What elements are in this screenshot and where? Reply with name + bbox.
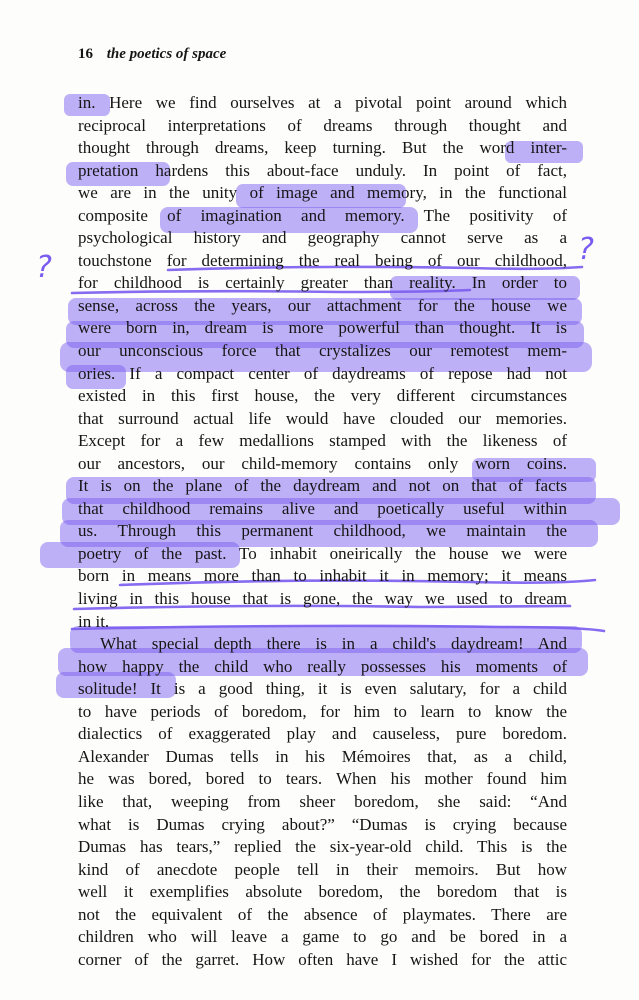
text-line: psychological history and geography cannot serve as a [78,228,567,248]
text-line: not the equivalent of the absence of playmates. There are [78,904,567,924]
text-line: poetry of the past. To inhabit oneirically the house we were [78,543,567,563]
margin-question-mark-left: ? [36,250,52,285]
text-line: we are in the unity of image and memory, in the functional [78,183,567,203]
text-line: in. Here we find ourselves at a pivotal point around which [78,93,567,112]
text-line: our ancestors, our child-memory contains only worn coins. [78,453,567,473]
text-line: us. Through this permanent childhood, we maintain the [78,521,567,541]
page-number: 16 [78,46,93,62]
text-line: were born in, dream is more powerful than thought. It is [78,318,567,338]
text-line: touchstone for determining the real being of our childhood, [78,250,567,270]
text-line: sense, across the years, our attachment for the house we [78,295,567,315]
text-line: our unconscious force that crystalizes our remotest mem- [78,341,567,361]
text-line: Dumas has tears,” replied the six-year-old child. This is the [78,837,567,857]
text-line: composite of imagination and memory. The positivity of [78,205,567,225]
text-line: dialectics of exaggerated play and causeless, pure boredom. [78,724,567,744]
text-line: corner of the garret. How often have I wished for the attic [78,949,567,969]
text-line: living in this house that is gone, the way we used to dream [78,589,567,609]
text-line: born in means more than to inhabit it in memory; it means [78,566,567,586]
text-line: reciprocal interpretations of dreams through thought and [78,115,567,135]
running-header [78,46,226,63]
text-line: that surround actual life would have clouded our memories. [78,408,567,428]
text-line: that childhood remains alive and poetically useful within [78,498,567,518]
text-line: like that, weeping from sheer boredom, she said: “And [78,791,567,811]
text-line: solitude! It is a good thing, it is even salutary, for a child [78,679,567,699]
text-line: existed in this first house, the very different circumstances [78,386,567,406]
text-line: in it. [78,611,110,631]
text-line: to have periods of boredom, for him to learn to know the [78,701,567,721]
body-text [78,92,567,971]
running-title: the poetics of space [106,46,227,62]
text-line: he was bored, bored to tears. When his mother found him [78,769,567,789]
margin-question-mark-right: ? [578,232,594,267]
text-line: children who will leave a game to go and be bored in a [78,927,567,947]
text-line: how happy the child who really possesses his moments of [78,656,567,676]
text-line: pretation hardens this about-face unduly. In point of fact, [78,160,567,180]
text-line: Except for a few medallions stamped with the likeness of [78,431,567,451]
text-line: for childhood is certainly greater than reality. In order to [78,273,567,293]
text-line: It is on the plane of the daydream and not on that of facts [78,476,567,496]
text-line: What special depth there is in a child's daydream! And [100,634,567,654]
text-line: kind of anecdote people tell in their memoirs. But how [78,859,567,879]
text-line: Alexander Dumas tells in his Mémoires that, as a child, [78,746,567,766]
text-line: ories. If a compact center of daydreams of repose had not [78,363,567,383]
text-line: well it exemplifies absolute boredom, the boredom that is [78,882,567,902]
text-line: thought through dreams, keep turning. But the word inter- [78,138,567,158]
text-line: what is Dumas crying about?” “Dumas is crying because [78,814,567,834]
